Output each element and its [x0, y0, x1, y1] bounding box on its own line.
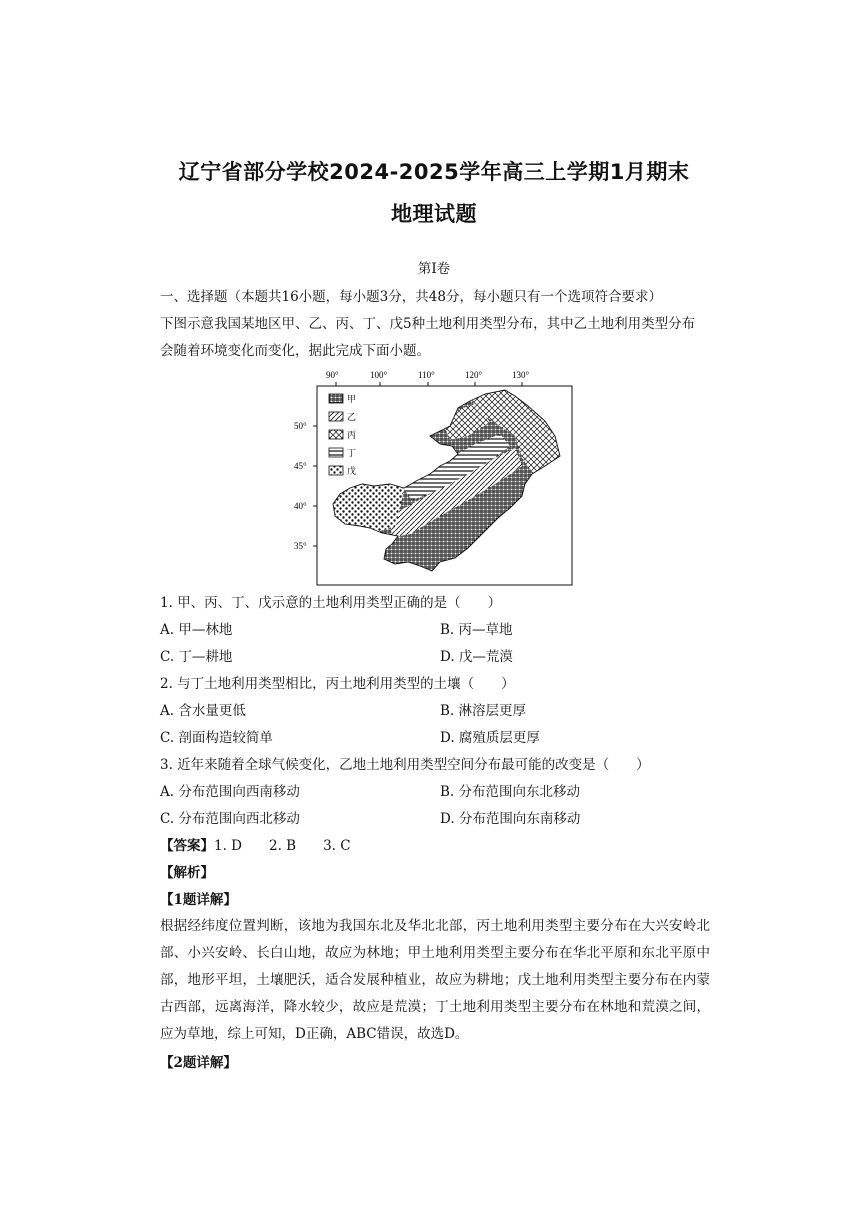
- section-heading: 一、选择题（本题共16小题，每小题3分，共48分，每小题只有一个选项符合要求）: [160, 289, 662, 305]
- answer-label: 【答案】: [160, 838, 214, 854]
- q1-option-d: D. 戊—荒漠: [440, 649, 513, 665]
- lon-label: 120°: [465, 370, 483, 380]
- question-2-stem: 2. 与丁土地利用类型相比，丙土地利用类型的土壤（ ）: [160, 676, 515, 692]
- lon-label: 110°: [418, 370, 435, 380]
- answer-row: [160, 836, 351, 856]
- answer-text: 1. D 2. B 3. C: [214, 838, 351, 854]
- lat-label: 45°: [294, 461, 307, 471]
- q1-option-c: C. 丁—耕地: [160, 649, 233, 665]
- volume-label: 第I卷: [417, 261, 451, 277]
- q3-option-c: C. 分布范围向西北移动: [160, 811, 300, 827]
- q2-option-d: D. 腐殖质层更厚: [440, 730, 540, 746]
- q3-option-b: B. 分布范围向东北移动: [440, 784, 581, 800]
- question-1-stem: 1. 甲、丙、丁、戊示意的土地利用类型正确的是（ ）: [160, 595, 502, 611]
- question-3-stem: 3. 近年来随着全球气候变化，乙地土地利用类型空间分布最可能的改变是（ ）: [160, 757, 650, 773]
- legend-label: 丁: [347, 449, 357, 459]
- lat-label: 40°: [294, 501, 307, 511]
- document-subtitle: 地理试题: [391, 202, 477, 226]
- legend-label: 丙: [347, 431, 357, 441]
- q3-option-d: D. 分布范围向东南移动: [440, 811, 581, 827]
- q1-option-a: A. 甲—林地: [160, 622, 233, 638]
- land-use-map: [294, 366, 580, 594]
- legend-label: 乙: [347, 413, 357, 423]
- q1-analysis-heading: 【1题详解】: [160, 892, 237, 908]
- q2-analysis-heading: 【2题详解】: [160, 1055, 237, 1071]
- lat-label: 50°: [294, 421, 307, 431]
- lon-label: 130°: [512, 370, 530, 380]
- q2-option-c: C. 剖面构造较简单: [160, 730, 273, 746]
- intro-line-2: 会随着环境变化而变化，据此完成下面小题。: [160, 343, 430, 359]
- q2-option-b: B. 淋溶层更厚: [440, 703, 527, 719]
- q1-analysis-body: 根据经纬度位置判断，该地为我国东北及华北北部，丙土地利用类型主要分布在大兴安岭北部、小兴安岭、长白山地，故应为林地；甲土地利用类型主要分布在华北平原和东北平原中部，地形平坦，土壤肥沃，适合发展种植业，故应为耕地；戊土地利用类型主要分布在内蒙古西部，远离海洋，降水较少，故应是荒漠；丁土地利用类型主要分布在林地和荒漠之间，应为草地，综上可知，D正确，ABC错误，故选D。: [160, 918, 710, 1042]
- document-title: 辽宁省部分学校2024-2025学年高三上学期1月期末: [178, 160, 690, 184]
- legend-label: 戊: [347, 467, 357, 477]
- analysis-label: 【解析】: [160, 865, 214, 881]
- q3-option-a: A. 分布范围向西南移动: [160, 784, 300, 800]
- lat-label: 35°: [294, 541, 307, 551]
- intro-line-1: 下图示意我国某地区甲、乙、丙、丁、戊5种土地利用类型分布，其中乙土地利用类型分布: [160, 316, 696, 332]
- lon-label: 90°: [326, 370, 339, 380]
- q1-option-b: B. 丙—草地: [440, 622, 513, 638]
- lon-label: 100°: [370, 370, 388, 380]
- legend-label: 甲: [347, 395, 357, 405]
- q2-option-a: A. 含水量更低: [160, 703, 246, 719]
